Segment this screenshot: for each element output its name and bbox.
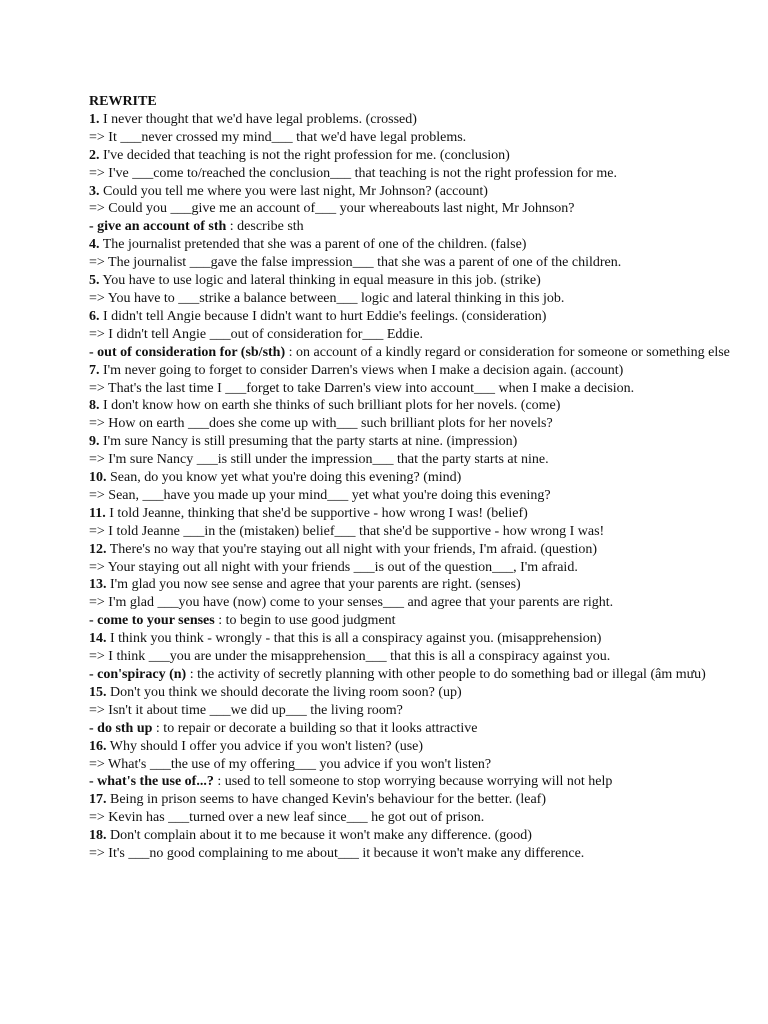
exercise-answer: => I'm glad ___you have (now) come to your senses___ and agree that your parents are right. [89,595,614,611]
page-heading: REWRITE [89,94,157,109]
question-text: The journalist pretended that she was a parent of one of the children. (false) [99,237,527,253]
exercise-answer: => What's ___the use of my offering___ you advice if you won't listen? [89,756,492,772]
exercise-question [89,469,761,487]
exercise-answer: => It ___never crossed my mind___ that we'd have legal problems. [89,129,467,145]
question-text: Sean, do you know yet what you're doing this evening? (mind) [106,470,462,486]
question-number: 12. [89,541,107,557]
question-text: I never thought that we'd have legal problems. (crossed) [99,111,417,127]
exercise-question [89,308,761,326]
vocabulary-term: - what's the use of...? [89,774,214,790]
question-number: 11. [89,505,106,521]
vocabulary-note [89,218,761,236]
question-text: Being in prison seems to have changed Kevin's behaviour for the better. (leaf) [106,792,546,808]
question-text: I've decided that teaching is not the right profession for me. (conclusion) [99,147,510,163]
exercise-answer: => I think ___you are under the misapprehension___ that this is all a conspiracy against you. [89,649,611,665]
vocabulary-term: - give an account of sth [89,219,227,235]
vocabulary-note [89,720,761,738]
vocabulary-term: - do sth up [89,720,153,736]
exercise-question [89,147,761,165]
exercise-answer: => It's ___no good complaining to me about___ it because it won't make any difference. [89,846,585,862]
exercise-answer: => Isn't it about time ___we did up___ the living room? [89,702,403,718]
question-number: 10. [89,470,107,486]
question-number: 13. [89,577,107,593]
exercise-question [89,630,761,648]
vocabulary-definition: : to repair or decorate a building so that it looks attractive [152,720,478,736]
vocabulary-definition: : on account of a kindly regard or consideration for someone or something else [285,344,730,360]
exercise-answer: => I'm sure Nancy ___is still under the impression___ that the party starts at nine. [89,452,549,468]
question-number: 2. [89,147,100,163]
exercise-answer: => I told Jeanne ___in the (mistaken) belief___ that she'd be supportive - how wrong I was! [89,523,605,539]
exercise-list [89,111,761,863]
question-number: 8. [89,398,100,414]
exercise-answer: => The journalist ___gave the false impression___ that she was a parent of one of the children. [89,255,622,271]
exercise-question [89,791,761,809]
exercise-question [89,362,761,380]
question-number: 3. [89,183,100,199]
exercise-question [89,272,761,290]
vocabulary-definition: : the activity of secretly planning with other people to do something bad or illegal (âm mưu) [186,667,706,682]
question-text: Don't you think we should decorate the living room soon? (up) [106,684,462,700]
worksheet-page [89,93,761,863]
question-text: I didn't tell Angie because I didn't want to hurt Eddie's feelings. (consideration) [99,308,547,324]
question-text: I'm never going to forget to consider Darren's views when I make a decision again. (account) [99,362,624,378]
vocabulary-term: - con'spiracy (n) [89,667,187,682]
exercise-question [89,397,761,415]
question-number: 14. [89,631,107,647]
exercise-question [89,433,761,451]
question-text: I'm glad you now see sense and agree that your parents are right. (senses) [106,577,521,593]
exercise-question [89,738,761,756]
exercise-question [89,236,761,254]
question-number: 18. [89,828,107,844]
question-text: There's no way that you're staying out all night with your friends, I'm afraid. (question) [106,541,598,557]
exercise-question [89,111,761,129]
vocabulary-definition: : to begin to use good judgment [214,613,396,629]
exercise-answer: => I've ___come to/reached the conclusion___ that teaching is not the right profession for me. [89,165,618,181]
question-number: 4. [89,237,100,253]
exercise-question [89,183,761,201]
exercise-answer: => Sean, ___have you made up your mind___ yet what you're doing this evening? [89,487,551,503]
exercise-question [89,827,761,845]
question-number: 9. [89,434,100,450]
question-number: 1. [89,111,100,127]
vocabulary-definition: : describe sth [226,219,304,235]
question-number: 15. [89,684,107,700]
exercise-question [89,541,761,559]
exercise-answer: => Your staying out all night with your friends ___is out of the question___, I'm afraid. [89,559,578,575]
exercise-question [89,505,761,523]
question-number: 16. [89,738,107,754]
exercise-question [89,576,761,594]
question-text: Why should I offer you advice if you won't listen? (use) [106,738,424,754]
question-number: 6. [89,308,100,324]
question-text: I'm sure Nancy is still presuming that the party starts at nine. (impression) [99,434,518,450]
vocabulary-note [89,666,761,684]
question-text: I don't know how on earth she thinks of such brilliant plots for her novels. (come) [99,398,561,414]
question-number: 7. [89,362,100,378]
question-number: 5. [89,273,100,289]
vocabulary-note [89,612,761,630]
exercise-answer: => How on earth ___does she come up with___ such brilliant plots for her novels? [89,416,553,432]
question-text: You have to use logic and lateral thinking in equal measure in this job. (strike) [99,273,541,289]
vocabulary-definition: : used to tell someone to stop worrying because worrying will not help [213,774,613,790]
exercise-answer: => That's the last time I ___forget to take Darren's view into account___ when I make a decision. [89,380,635,396]
exercise-question [89,684,761,702]
question-text: Don't complain about it to me because it won't make any difference. (good) [106,828,532,844]
question-text: I think you think - wrongly - that this is all a conspiracy against you. (misapprehension) [106,631,602,647]
vocabulary-note [89,344,761,362]
exercise-answer: => I didn't tell Angie ___out of consideration for___ Eddie. [89,326,424,342]
exercise-answer: => Could you ___give me an account of___ your whereabouts last night, Mr Johnson? [89,201,575,217]
exercise-answer: => Kevin has ___turned over a new leaf since___ he got out of prison. [89,810,485,826]
vocabulary-term: - come to your senses [89,613,215,629]
question-number: 17. [89,792,107,808]
exercise-answer: => You have to ___strike a balance between___ logic and lateral thinking in this job. [89,290,565,306]
question-text: Could you tell me where you were last night, Mr Johnson? (account) [99,183,488,199]
vocabulary-term: - out of consideration for (sb/sth) [89,344,286,360]
vocabulary-note [89,773,761,791]
question-text: I told Jeanne, thinking that she'd be supportive - how wrong I was! (belief) [105,505,528,521]
